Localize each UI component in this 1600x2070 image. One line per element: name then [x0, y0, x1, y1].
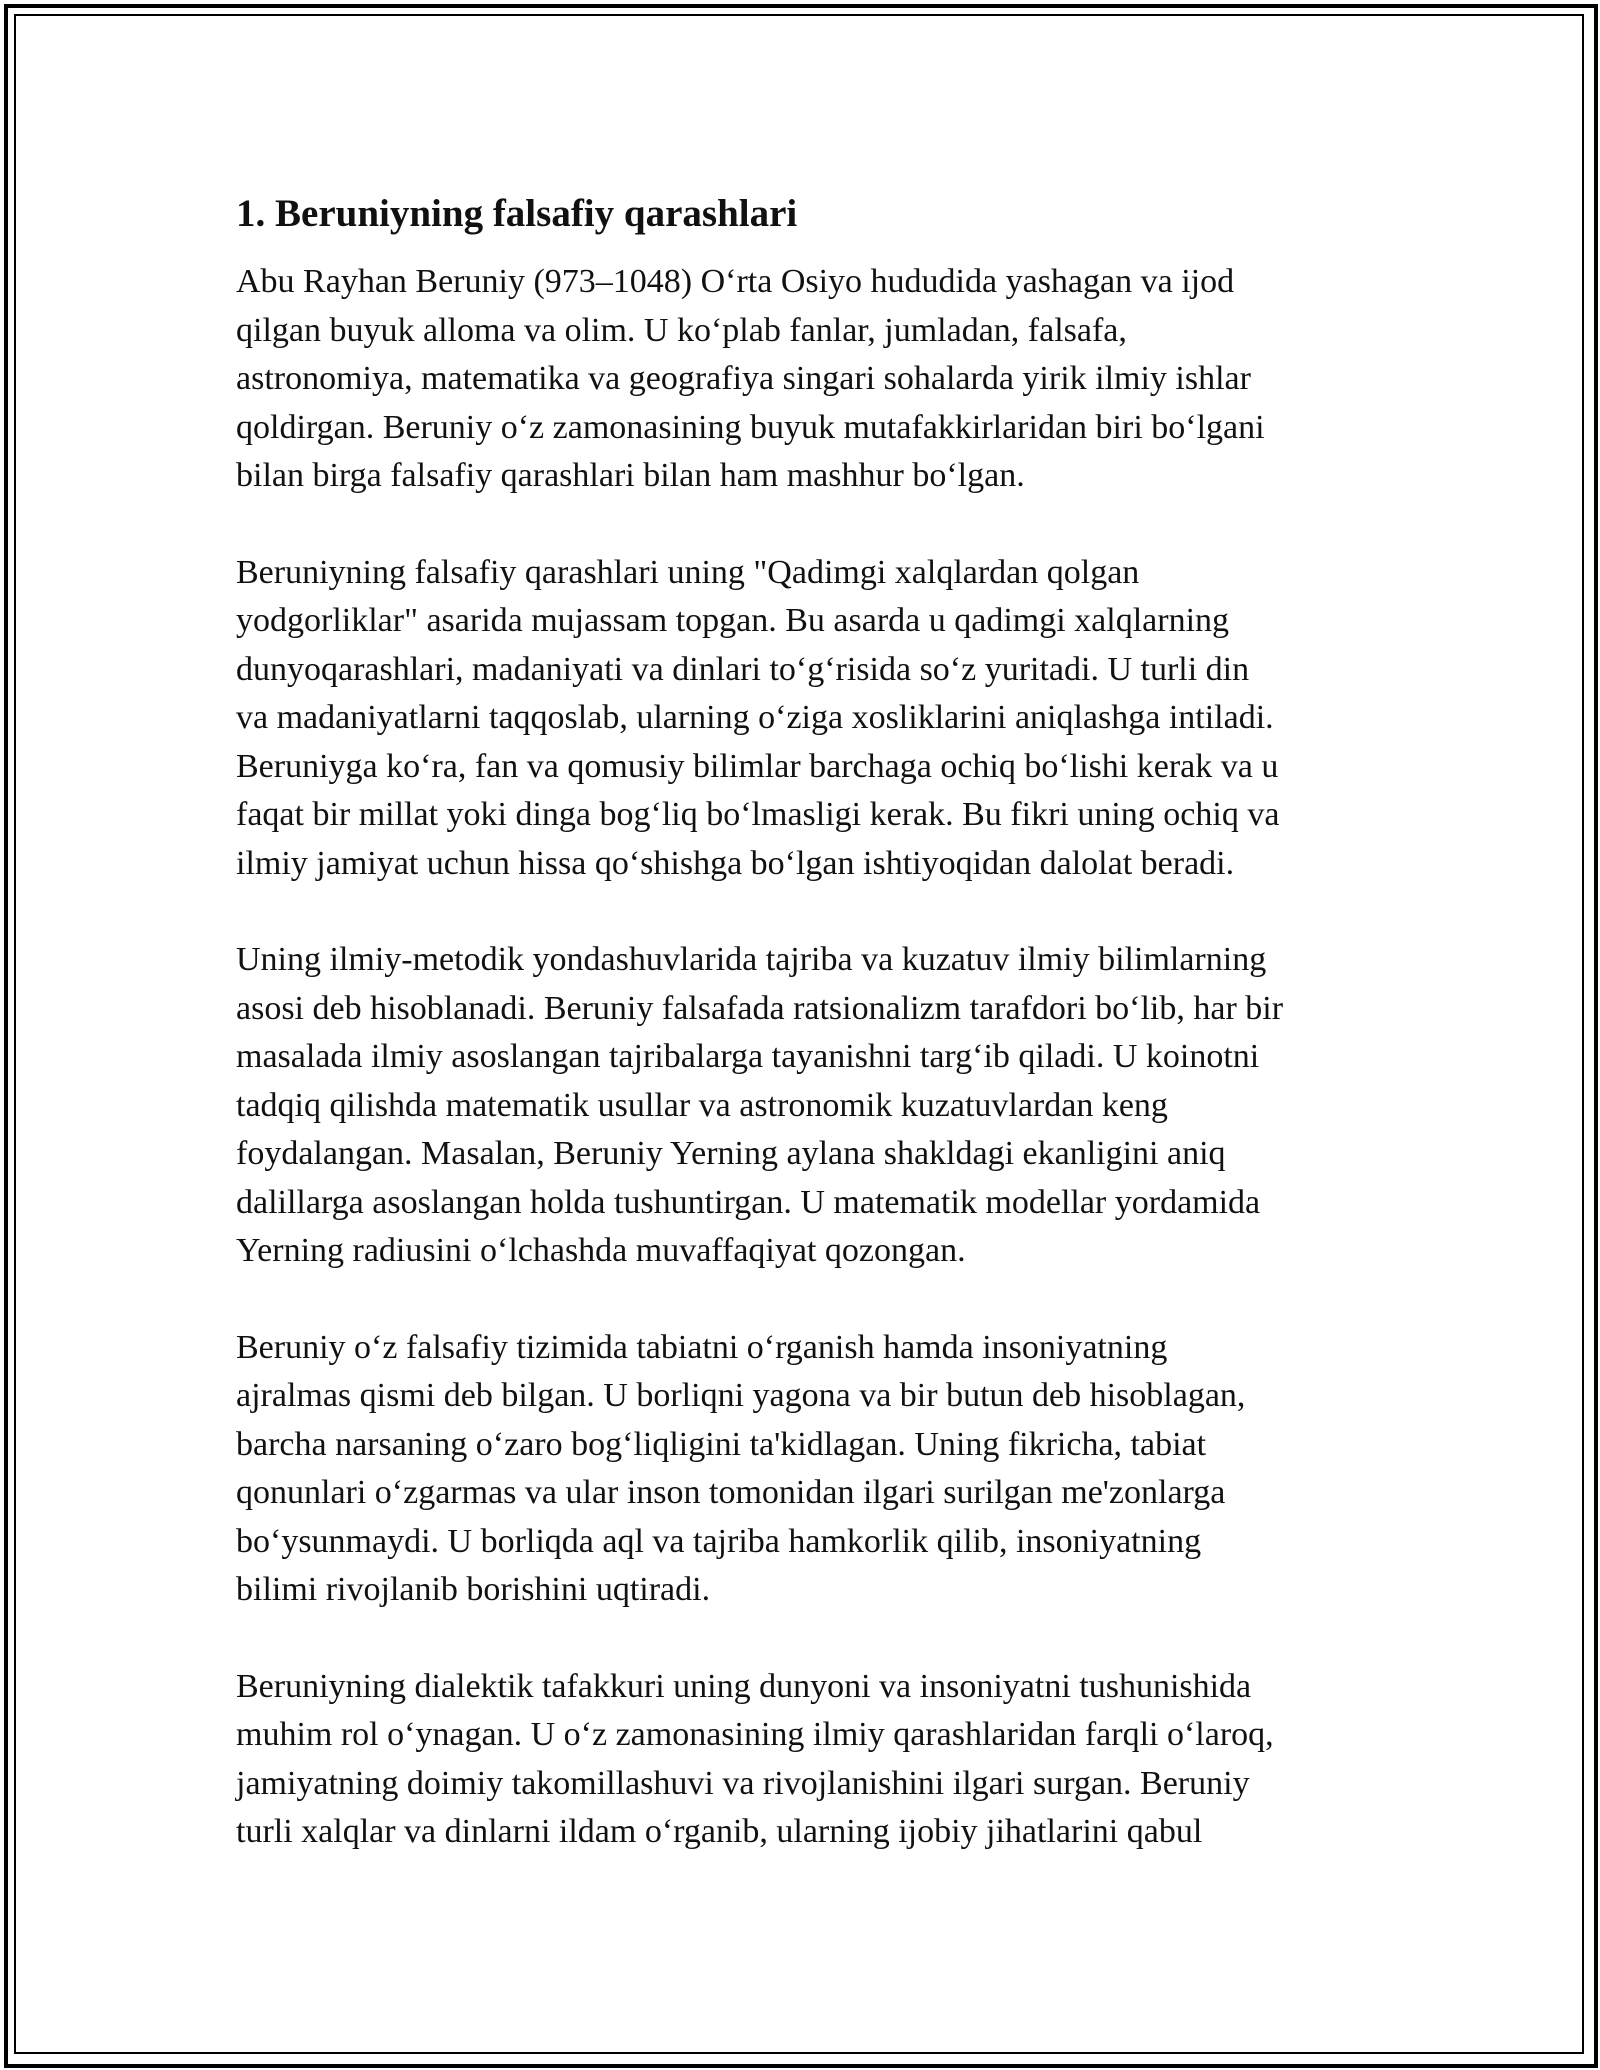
paragraph-5: [236, 1663, 1368, 1857]
text-line: ajralmas qismi deb bilgan. U borliqni yagona va bir butun deb hisoblagan,: [236, 1377, 1246, 1414]
section-heading: 1. Beruniyning falsafiy qarashlari: [236, 192, 798, 235]
text-line: turli xalqlar va dinlarni ildam o‘rganib, ularning ijobiy jihatlarini qabul: [236, 1813, 1203, 1850]
text-line: barcha narsaning o‘zaro bog‘liqligini ta'kidlagan. Uning fikricha, tabiat: [236, 1425, 1207, 1463]
text-line: bilimi rivojlanib borishini uqtiradi.: [236, 1571, 711, 1608]
text-line: jamiyatning doimiy takomillashuvi va rivojlanishini ilgari surgan. Beruniy: [236, 1764, 1250, 1802]
text-line: yodgorliklar" asarida mujassam topgan. Bu asarda u qadimgi xalqlarning: [236, 602, 1230, 639]
text-line: faqat bir millat yoki dinga bog‘liq bo‘lmasligi kerak. Bu fikri uning ochiq va: [236, 796, 1280, 833]
text-line: Uning ilmiy-metodik yondashuvlarida tajriba va kuzatuv ilmiy bilimlarning: [236, 941, 1267, 978]
text-line: qilgan buyuk alloma va olim. U ko‘plab fanlar, jumladan, falsafa,: [236, 311, 1127, 349]
text-line: astronomiya, matematika va geografiya singari sohalarda yirik ilmiy ishlar: [236, 360, 1251, 397]
paragraph-4: [236, 1324, 1368, 1615]
text-line: tadqiq qilishda matematik usullar va astronomik kuzatuvlardan keng: [236, 1086, 1168, 1124]
text-line: bilan birga falsafiy qarashlari bilan ham mashhur bo‘lgan.: [236, 457, 1025, 494]
text-line: Beruniyga ko‘ra, fan va qomusiy bilimlar barchaga ochiq bo‘lishi kerak va u: [236, 747, 1279, 785]
text-line: Abu Rayhan Beruniy (973–1048) O‘rta Osiyo hududida yashagan va ijod: [236, 263, 1235, 300]
text-line: dalillarga asoslangan holda tushuntirgan. U matematik modellar yordamida: [236, 1183, 1261, 1221]
text-line: masalada ilmiy asoslangan tajribalarga tayanishni targ‘ib qiladi. U koinotni: [236, 1038, 1260, 1075]
text-line: foydalangan. Masalan, Beruniy Yerning aylana shakldagi ekanligini aniq: [236, 1135, 1226, 1172]
document-body: [236, 186, 1368, 1905]
text-line: bo‘ysunmaydi. U borliqda aql va tajriba hamkorlik qilib, insoniyatning: [236, 1522, 1202, 1560]
text-line: Yerning radiusini o‘lchashda muvaffaqiyat qozongan.: [236, 1232, 966, 1269]
paragraph-1: [236, 258, 1368, 501]
text-line: va madaniyatlarni taqqoslab, ularning o‘ziga xosliklarini aniqlashga intiladi.: [236, 699, 1274, 736]
paragraph-3: [236, 936, 1368, 1276]
text-line: dunyoqarashlari, madaniyati va dinlari to‘g‘risida so‘z yuritadi. U turli din: [236, 650, 1250, 688]
text-line: qoldirgan. Beruniy o‘z zamonasining buyuk mutafakkirlaridan biri bo‘lgani: [236, 408, 1265, 446]
text-line: asosi deb hisoblanadi. Beruniy falsafada ratsionalizm tarafdori bo‘lib, har bir: [236, 989, 1284, 1027]
paragraph-2: [236, 549, 1368, 889]
text-line: Beruniy o‘z falsafiy tizimida tabiatni o‘rganish hamda insoniyatning: [236, 1328, 1168, 1366]
text-line: Beruniyning dialektik tafakkuri uning dunyoni va insoniyatni tushunishida: [236, 1667, 1252, 1705]
text-line: qonunlari o‘zgarmas va ular inson tomonidan ilgari surilgan me'zonlarga: [236, 1474, 1226, 1511]
text-line: ilmiy jamiyat uchun hissa qo‘shishga bo‘lgan ishtiyoqidan dalolat beradi.: [236, 844, 1235, 882]
text-line: muhim rol o‘ynagan. U o‘z zamonasining ilmiy qarashlaridan farqli o‘laroq,: [236, 1716, 1274, 1753]
text-line: Beruniyning falsafiy qarashlari uning "Qadimgi xalqlardan qolgan: [236, 553, 1140, 591]
